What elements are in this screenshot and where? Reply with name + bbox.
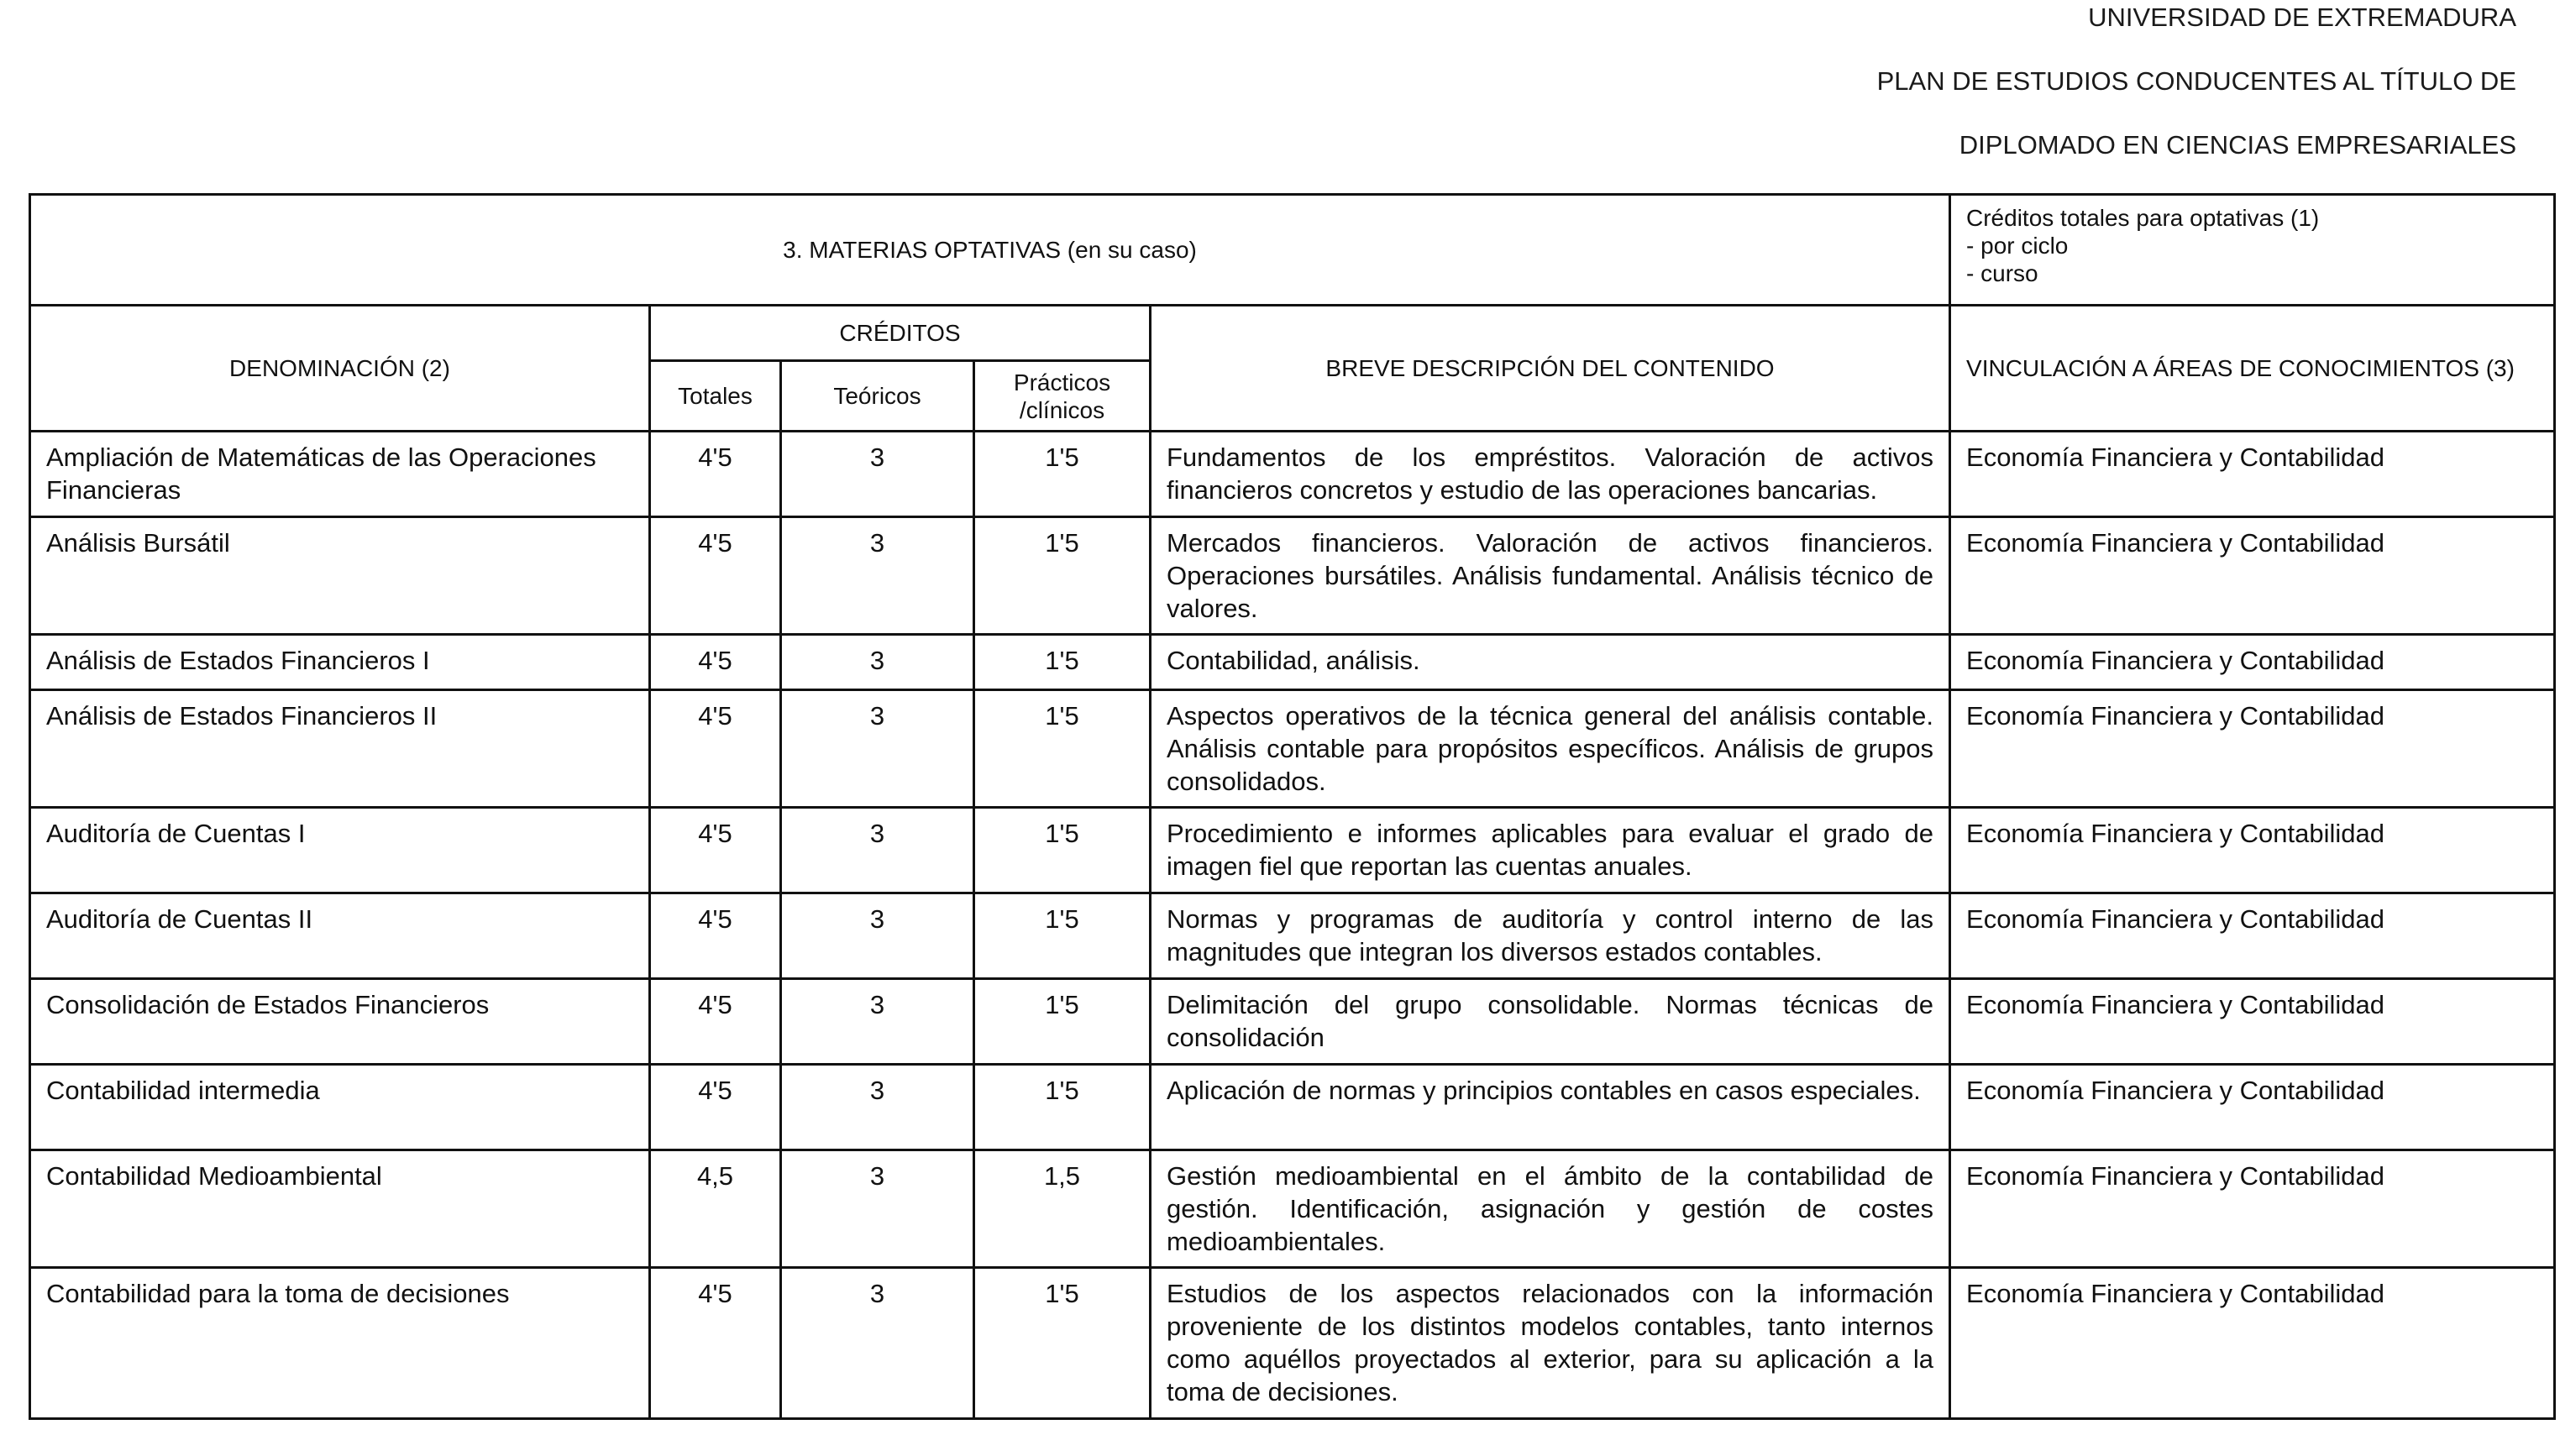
- table-row: [30, 517, 2555, 635]
- credits-totales: 4'5: [650, 635, 781, 690]
- subject-area: Economía Financiera y Contabilidad: [1950, 517, 2555, 635]
- subject-area: Economía Financiera y Contabilidad: [1950, 808, 2555, 893]
- credits-teoricos: 3: [781, 432, 974, 517]
- credits-practicos: 1'5: [974, 517, 1151, 635]
- credits-por-ciclo: - por ciclo: [1966, 233, 2069, 259]
- credits-teoricos: 3: [781, 517, 974, 635]
- subject-area: Economía Financiera y Contabilidad: [1950, 893, 2555, 979]
- university-name: UNIVERSIDAD DE EXTREMADURA: [2088, 3, 2516, 32]
- table-row: [30, 635, 2555, 690]
- credits-totales: 4'5: [650, 432, 781, 517]
- creditos-header: CRÉDITOS: [650, 306, 1151, 361]
- credits-totales: 4,5: [650, 1150, 781, 1268]
- clinicos-label: /clínicos: [1019, 396, 1105, 423]
- subject-description: Procedimiento e informes aplicables para evaluar el grado de imagen fiel que reportan las cuentas anuales.: [1151, 808, 1950, 893]
- subject-name: Auditoría de Cuentas II: [30, 893, 650, 979]
- subject-name: Análisis Bursátil: [30, 517, 650, 635]
- teoricos-header: Teóricos: [781, 361, 974, 432]
- table-row: [30, 690, 2555, 808]
- totales-header: Totales: [650, 361, 781, 432]
- credits-practicos: 1'5: [974, 635, 1151, 690]
- optional-subjects-table: [29, 193, 2556, 1420]
- credits-teoricos: 3: [781, 635, 974, 690]
- credits-total-label: Créditos totales para optativas (1): [1966, 205, 2320, 231]
- credits-totales: 4'5: [650, 1268, 781, 1419]
- subject-area: Economía Financiera y Contabilidad: [1950, 979, 2555, 1065]
- credits-practicos: 1,5: [974, 1150, 1151, 1268]
- credits-practicos: 1'5: [974, 893, 1151, 979]
- document-header: [1877, 0, 2516, 191]
- practicos-label: Prácticos: [1013, 369, 1111, 395]
- subject-name: Análisis de Estados Financieros I: [30, 635, 650, 690]
- table-row: [30, 432, 2555, 517]
- credits-total-box: [1950, 195, 2555, 306]
- subject-name: Contabilidad intermedia: [30, 1065, 650, 1150]
- subject-description: Mercados financieros. Valoración de activos financieros. Operaciones bursátiles. Análisis fundamental. Análisis técnico de valores.: [1151, 517, 1950, 635]
- credits-practicos: 1'5: [974, 1065, 1151, 1150]
- table-row: [30, 1150, 2555, 1268]
- credits-totales: 4'5: [650, 808, 781, 893]
- subject-description: Aspectos operativos de la técnica general del análisis contable. Análisis contable para propósitos específicos. Análisis de grupos consolidados.: [1151, 690, 1950, 808]
- subject-description: Estudios de los aspectos relacionados con la información proveniente de los distintos modelos contables, tanto internos como aquéllos proyectados al exterior, para su aplicación a la toma de decisiones.: [1151, 1268, 1950, 1419]
- credits-teoricos: 3: [781, 1268, 974, 1419]
- credits-totales: 4'5: [650, 893, 781, 979]
- subject-area: Economía Financiera y Contabilidad: [1950, 432, 2555, 517]
- denominacion-header: DENOMINACIÓN (2): [30, 306, 650, 432]
- degree-title: DIPLOMADO EN CIENCIAS EMPRESARIALES: [1959, 130, 2516, 160]
- subject-description: Aplicación de normas y principios contables en casos especiales.: [1151, 1065, 1950, 1150]
- subject-area: Economía Financiera y Contabilidad: [1950, 1065, 2555, 1150]
- credits-teoricos: 3: [781, 690, 974, 808]
- subject-description: Contabilidad, análisis.: [1151, 635, 1950, 690]
- descripcion-header: BREVE DESCRIPCIÓN DEL CONTENIDO: [1151, 306, 1950, 432]
- table-row: [30, 1065, 2555, 1150]
- vinculacion-header: VINCULACIÓN A ÁREAS DE CONOCIMIENTOS (3): [1950, 306, 2555, 432]
- credits-practicos: 1'5: [974, 808, 1151, 893]
- subject-area: Economía Financiera y Contabilidad: [1950, 635, 2555, 690]
- subject-area: Economía Financiera y Contabilidad: [1950, 690, 2555, 808]
- credits-practicos: 1'5: [974, 1268, 1151, 1419]
- credits-teoricos: 3: [781, 808, 974, 893]
- credits-totales: 4'5: [650, 517, 781, 635]
- table-row: [30, 1268, 2555, 1419]
- section-title: 3. MATERIAS OPTATIVAS (en su caso): [30, 195, 1950, 306]
- credits-teoricos: 3: [781, 1150, 974, 1268]
- subject-name: Contabilidad Medioambiental: [30, 1150, 650, 1268]
- table-row: [30, 979, 2555, 1065]
- plan-title: PLAN DE ESTUDIOS CONDUCENTES AL TÍTULO DE: [1876, 66, 2516, 96]
- credits-teoricos: 3: [781, 893, 974, 979]
- table-row: [30, 808, 2555, 893]
- subject-name: Consolidación de Estados Financieros: [30, 979, 650, 1065]
- credits-totales: 4'5: [650, 1065, 781, 1150]
- practicos-header: [974, 361, 1151, 432]
- subject-area: Economía Financiera y Contabilidad: [1950, 1268, 2555, 1419]
- credits-teoricos: 3: [781, 1065, 974, 1150]
- subject-description: Delimitación del grupo consolidable. Normas técnicas de consolidación: [1151, 979, 1950, 1065]
- subject-name: Contabilidad para la toma de decisiones: [30, 1268, 650, 1419]
- column-header-row: [30, 306, 2555, 361]
- subject-description: Normas y programas de auditoría y control interno de las magnitudes que integran los diversos estados contables.: [1151, 893, 1950, 979]
- subject-name: Análisis de Estados Financieros II: [30, 690, 650, 808]
- subject-name: Auditoría de Cuentas I: [30, 808, 650, 893]
- section-title-row: [30, 195, 2555, 306]
- credits-practicos: 1'5: [974, 432, 1151, 517]
- credits-practicos: 1'5: [974, 979, 1151, 1065]
- credits-practicos: 1'5: [974, 690, 1151, 808]
- credits-totales: 4'5: [650, 979, 781, 1065]
- subject-area: Economía Financiera y Contabilidad: [1950, 1150, 2555, 1268]
- subject-description: Gestión medioambiental en el ámbito de la contabilidad de gestión. Identificación, asignación y gestión de costes medioambientales.: [1151, 1150, 1950, 1268]
- subject-description: Fundamentos de los empréstitos. Valoración de activos financieros concretos y estudio de las operaciones bancarias.: [1151, 432, 1950, 517]
- credits-curso: - curso: [1966, 260, 2038, 286]
- credits-teoricos: 3: [781, 979, 974, 1065]
- subject-name: Ampliación de Matemáticas de las Operaciones Financieras: [30, 432, 650, 517]
- credits-totales: 4'5: [650, 690, 781, 808]
- table-row: [30, 893, 2555, 979]
